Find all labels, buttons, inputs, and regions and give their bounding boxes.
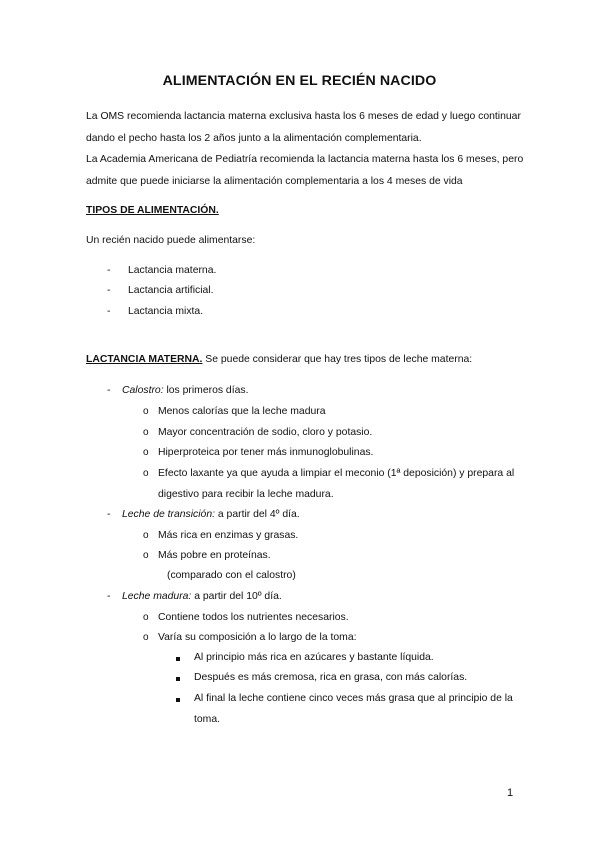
sub-marker: o <box>143 612 149 623</box>
square-bullet-icon <box>176 698 180 702</box>
sub-marker: o <box>143 447 149 458</box>
lactancia-lead: Se puede considerar que hay tres tipos de leche materna: <box>202 354 473 365</box>
madura-item: Varía su composición a lo largo de la toma: <box>158 632 357 643</box>
lactancia-heading: LACTANCIA MATERNA. <box>86 354 203 365</box>
madura-text: a partir del 10º día. <box>191 591 282 602</box>
tipos-heading: TIPOS DE ALIMENTACIÓN. <box>86 205 219 216</box>
transicion-label: Leche de transición: <box>122 509 215 520</box>
madura-line <box>122 591 282 602</box>
lactancia-intro-line <box>86 354 472 365</box>
madura-bullet: Al principio más rica en azúcares y bastante líquida. <box>194 652 434 663</box>
tipos-item: Lactancia artificial. <box>128 285 214 296</box>
transicion-item: Más pobre en proteínas. <box>158 550 271 561</box>
calostro-text: los primeros días. <box>163 385 249 396</box>
tipos-dash: - <box>107 306 111 317</box>
sub-marker: o <box>143 427 149 438</box>
transicion-dash: - <box>107 509 111 520</box>
page-number: 1 <box>507 787 514 799</box>
sub-marker: o <box>143 406 149 417</box>
sub-marker: o <box>143 530 149 541</box>
madura-bullet: Al final la leche contiene cinco veces más grasa que al principio de la toma. <box>194 693 513 725</box>
intro-paragraph-aap: La Academia Americana de Pediatría recomienda la lactancia materna hasta los 6 meses, pero admite que puede iniciarse la alimentación complementaria a los 4 meses de vida <box>86 154 524 187</box>
madura-item: Contiene todos los nutrientes necesarios. <box>158 612 349 623</box>
sub-marker: o <box>143 550 149 561</box>
madura-dash: - <box>107 591 111 602</box>
madura-bullet: Después es más cremosa, rica en grasa, con más calorías. <box>194 672 468 683</box>
square-bullet-icon <box>176 657 180 661</box>
document-title: ALIMENTACIÓN EN EL RECIÉN NACIDO <box>162 73 437 89</box>
transicion-line <box>122 509 300 520</box>
transicion-text: a partir del 4º día. <box>215 509 300 520</box>
tipos-dash: - <box>107 285 111 296</box>
square-bullet-icon <box>176 677 180 681</box>
intro-section <box>86 106 526 192</box>
tipos-dash: - <box>107 265 111 276</box>
transicion-item: Más rica en enzimas y grasas. <box>158 530 299 541</box>
madura-label: Leche madura: <box>122 591 192 602</box>
calostro-item: Menos calorías que la leche madura <box>158 406 326 417</box>
calostro-item: Mayor concentración de sodio, cloro y potasio. <box>158 427 373 438</box>
calostro-item: Hiperproteica por tener más inmunoglobulinas. <box>158 447 374 458</box>
tipos-item: Lactancia materna. <box>128 265 217 276</box>
sub-marker: o <box>143 468 149 479</box>
intro-paragraph-oms: La OMS recomienda lactancia materna exclusiva hasta los 6 meses de edad y luego continuar dando el pecho hasta los 2 años junto a la alimentación complementaria. <box>86 111 521 144</box>
calostro-line <box>122 385 248 396</box>
calostro-item: Efecto laxante ya que ayuda a limpiar el meconio (1ª deposición) y prepara al digestivo para recibir la leche madura. <box>158 468 515 500</box>
transicion-note: (comparado con el calostro) <box>167 570 296 581</box>
tipos-lead: Un recién nacido puede alimentarse: <box>86 235 256 246</box>
tipos-item: Lactancia mixta. <box>128 306 204 317</box>
calostro-dash: - <box>107 385 111 396</box>
sub-marker: o <box>143 632 149 643</box>
calostro-label: Calostro: <box>122 385 164 396</box>
